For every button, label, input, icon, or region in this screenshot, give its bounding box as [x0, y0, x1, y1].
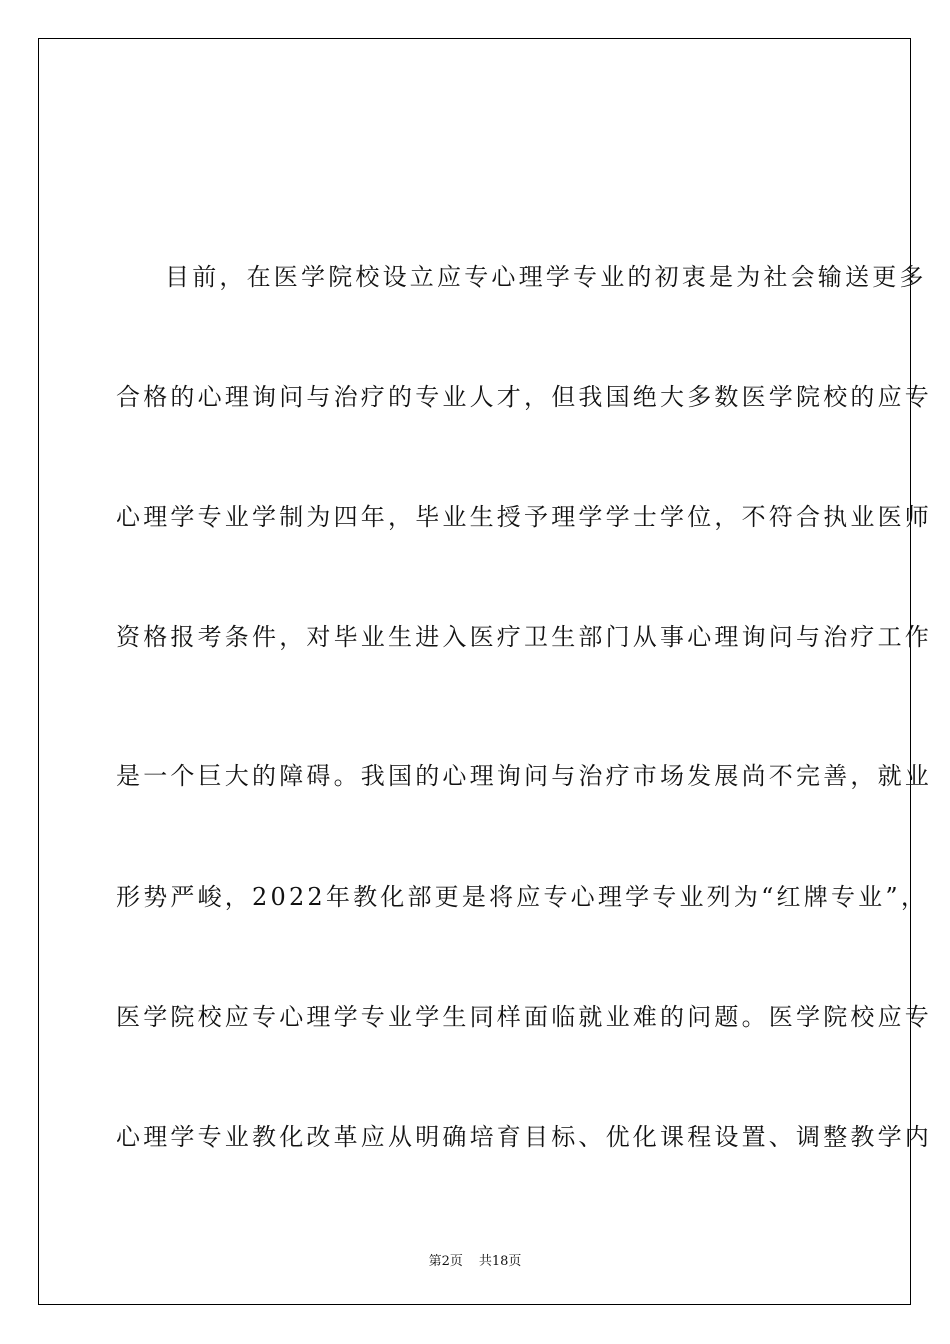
paragraph-line-7: 医学院校应专心理学专业学生同样面临就业难的问题。医学院校应专 — [116, 1003, 932, 1031]
paragraph-line-8: 心理学专业教化改革应从明确培育目标、优化课程设置、调整教学内 — [116, 1123, 932, 1151]
page-total: 共18页 — [478, 1254, 522, 1269]
paragraph-line-5: 是一个巨大的障碍。我国的心理询问与治疗市场发展尚不完善，就业 — [116, 762, 932, 790]
page-number: 第2页 — [428, 1254, 463, 1269]
paragraph-line-1: 目前，在医学院校设立应专心理学专业的初衷是为社会输送更多 — [165, 263, 927, 291]
paragraph-line-4: 资格报考条件，对毕业生进入医疗卫生部门从事心理询问与治疗工作 — [116, 623, 932, 651]
paragraph-line-2: 合格的心理询问与治疗的专业人才，但我国绝大多数医学院校的应专 — [116, 383, 932, 411]
paragraph-line-3: 心理学专业学制为四年，毕业生授予理学学士学位，不符合执业医师 — [116, 503, 932, 531]
page-border — [38, 38, 911, 1305]
page-footer — [0, 1250, 950, 1269]
paragraph-line-6: 形势严峻，2022年教化部更是将应专心理学专业列为“红牌专业”， — [116, 883, 929, 911]
